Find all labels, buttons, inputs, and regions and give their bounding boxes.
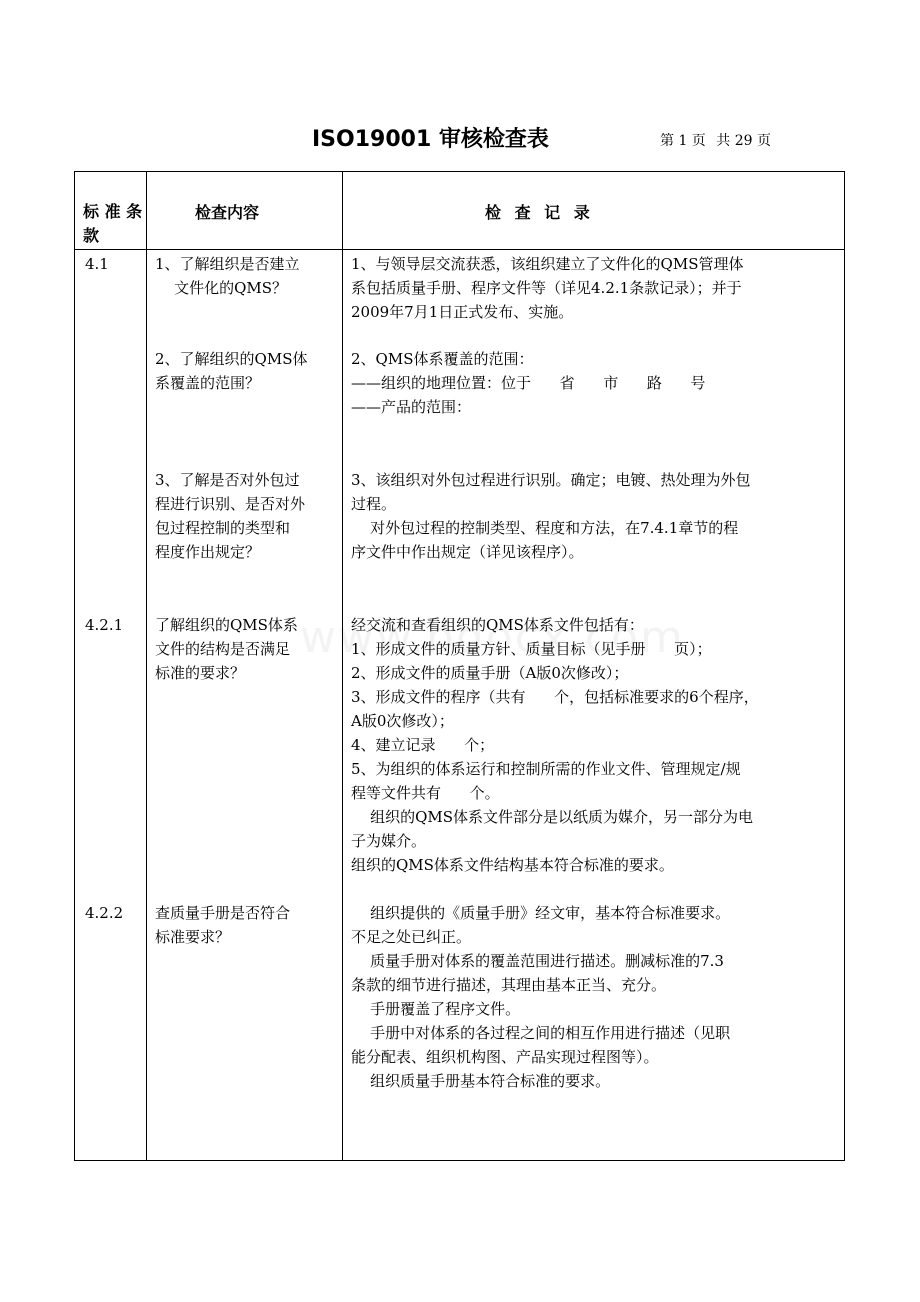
watermark [300,612,685,663]
text-line: 查质量手册是否符合 [155,904,291,922]
header-clause: 标 准 条 款 [83,202,143,245]
text-line: 1、形成文件的质量方针、质量目标（见手册 页）； [351,640,712,658]
clause-cell: 4.1 [85,255,109,273]
text-line: 手册中对体系的各过程之间的相互作用进行描述（见职 [351,1024,731,1042]
text-line: 组织的QMS体系文件结构基本符合标准的要求。 [351,856,674,874]
text-line: 包过程控制的类型和 [155,519,291,537]
check-record-cell [351,347,843,419]
clause-cell: 4.2.2 [85,904,124,922]
text-line: 组织提供的《质量手册》经文审，基本符合标准要求。 [351,904,731,922]
text-line: 程度作出规定？ [155,543,261,561]
text-line: ——组织的地理位置：位于 省 市 路 号 [351,374,706,392]
page-number: 第 1 页 [660,133,706,149]
check-record-cell [351,252,843,324]
check-content-cell [155,901,339,949]
header-divider [75,249,844,250]
text-line: 组织质量手册基本符合标准的要求。 [351,1072,611,1090]
text-line: 经交流和查看组织的QMS体系文件包括有： [351,616,644,634]
text-line: A版0次修改）； [351,712,454,730]
text-line: 了解组织的QMS体系 [155,616,298,634]
text-line: 序文件中作出规定（详见该程序）。 [351,543,584,561]
text-line: 系覆盖的范围？ [155,374,261,392]
check-content-cell [155,468,339,564]
header-check-content: 检查内容 [195,203,260,222]
text-line: ——产品的范围： [351,398,472,416]
text-line: 3、形成文件的程序（共有 个，包括标准要求的6个程序， [351,688,759,706]
text-line: 不足之处已纠正。 [351,928,472,946]
clause-cell: 4.2.1 [85,616,124,634]
text-line: 文件化的QMS？ [155,279,288,297]
text-line: 2、QMS体系覆盖的范围： [351,350,534,368]
text-line: 1、了解组织是否建立 [155,255,300,273]
text-line: 能分配表、组织机构图、产品实现过程图等）。 [351,1048,659,1066]
column-divider [342,172,343,1160]
check-content-cell [155,347,339,395]
text-line: 标准要求？ [155,928,231,946]
text-line: 5、为组织的体系运行和控制所需的作业文件、管理规定/规 [351,760,741,778]
text-line: 条款的细节进行描述，其理由基本正当、充分。 [351,976,667,994]
check-record-cell [351,468,843,564]
text-line: 4、建立记录 个； [351,736,495,754]
text-line: 文件的结构是否满足 [155,640,291,658]
page-indicator [660,130,777,150]
text-line: 3、该组织对外包过程进行识别。确定；电镀、热处理为外包 [351,471,751,489]
text-line: 程进行识别、是否对外 [155,495,306,513]
text-line: 过程。 [351,495,397,513]
header-check-record: 检 查 记 录 [485,203,594,222]
audit-checklist-table [74,171,845,1161]
page-total: 共 29 页 [716,133,771,149]
text-line: 1、与领导层交流获悉，该组织建立了文件化的QMS管理体 [351,255,744,273]
text-line: 2009年7月1日正式发布、实施。 [351,303,574,321]
text-line: 3、了解是否对外包过 [155,471,300,489]
text-line: 程等文件共有 个。 [351,784,500,802]
text-line: 标准的要求？ [155,664,246,682]
text-line: 质量手册对体系的覆盖范围进行描述。删减标准的7.3 [351,952,724,970]
text-line: 组织的QMS体系文件部分是以纸质为媒介，另一部分为电 [351,808,754,826]
check-record-cell [351,901,843,1093]
check-content-cell [155,252,339,300]
text-line: 子为媒介。 [351,832,427,850]
text-line: 系包括质量手册、程序文件等（详见4.2.1条款记录）；并于 [351,279,742,297]
page-title: ISO19001 审核检查表 [312,127,549,152]
text-line: 2、了解组织的QMS体 [155,350,308,368]
text-line: 对外包过程的控制类型、程度和方法，在7.4.1章节的程 [351,519,739,537]
text-line: 2、形成文件的质量手册（A版0次修改）； [351,664,629,682]
text-line: 手册覆盖了程序文件。 [351,1000,521,1018]
column-divider [146,172,147,1160]
